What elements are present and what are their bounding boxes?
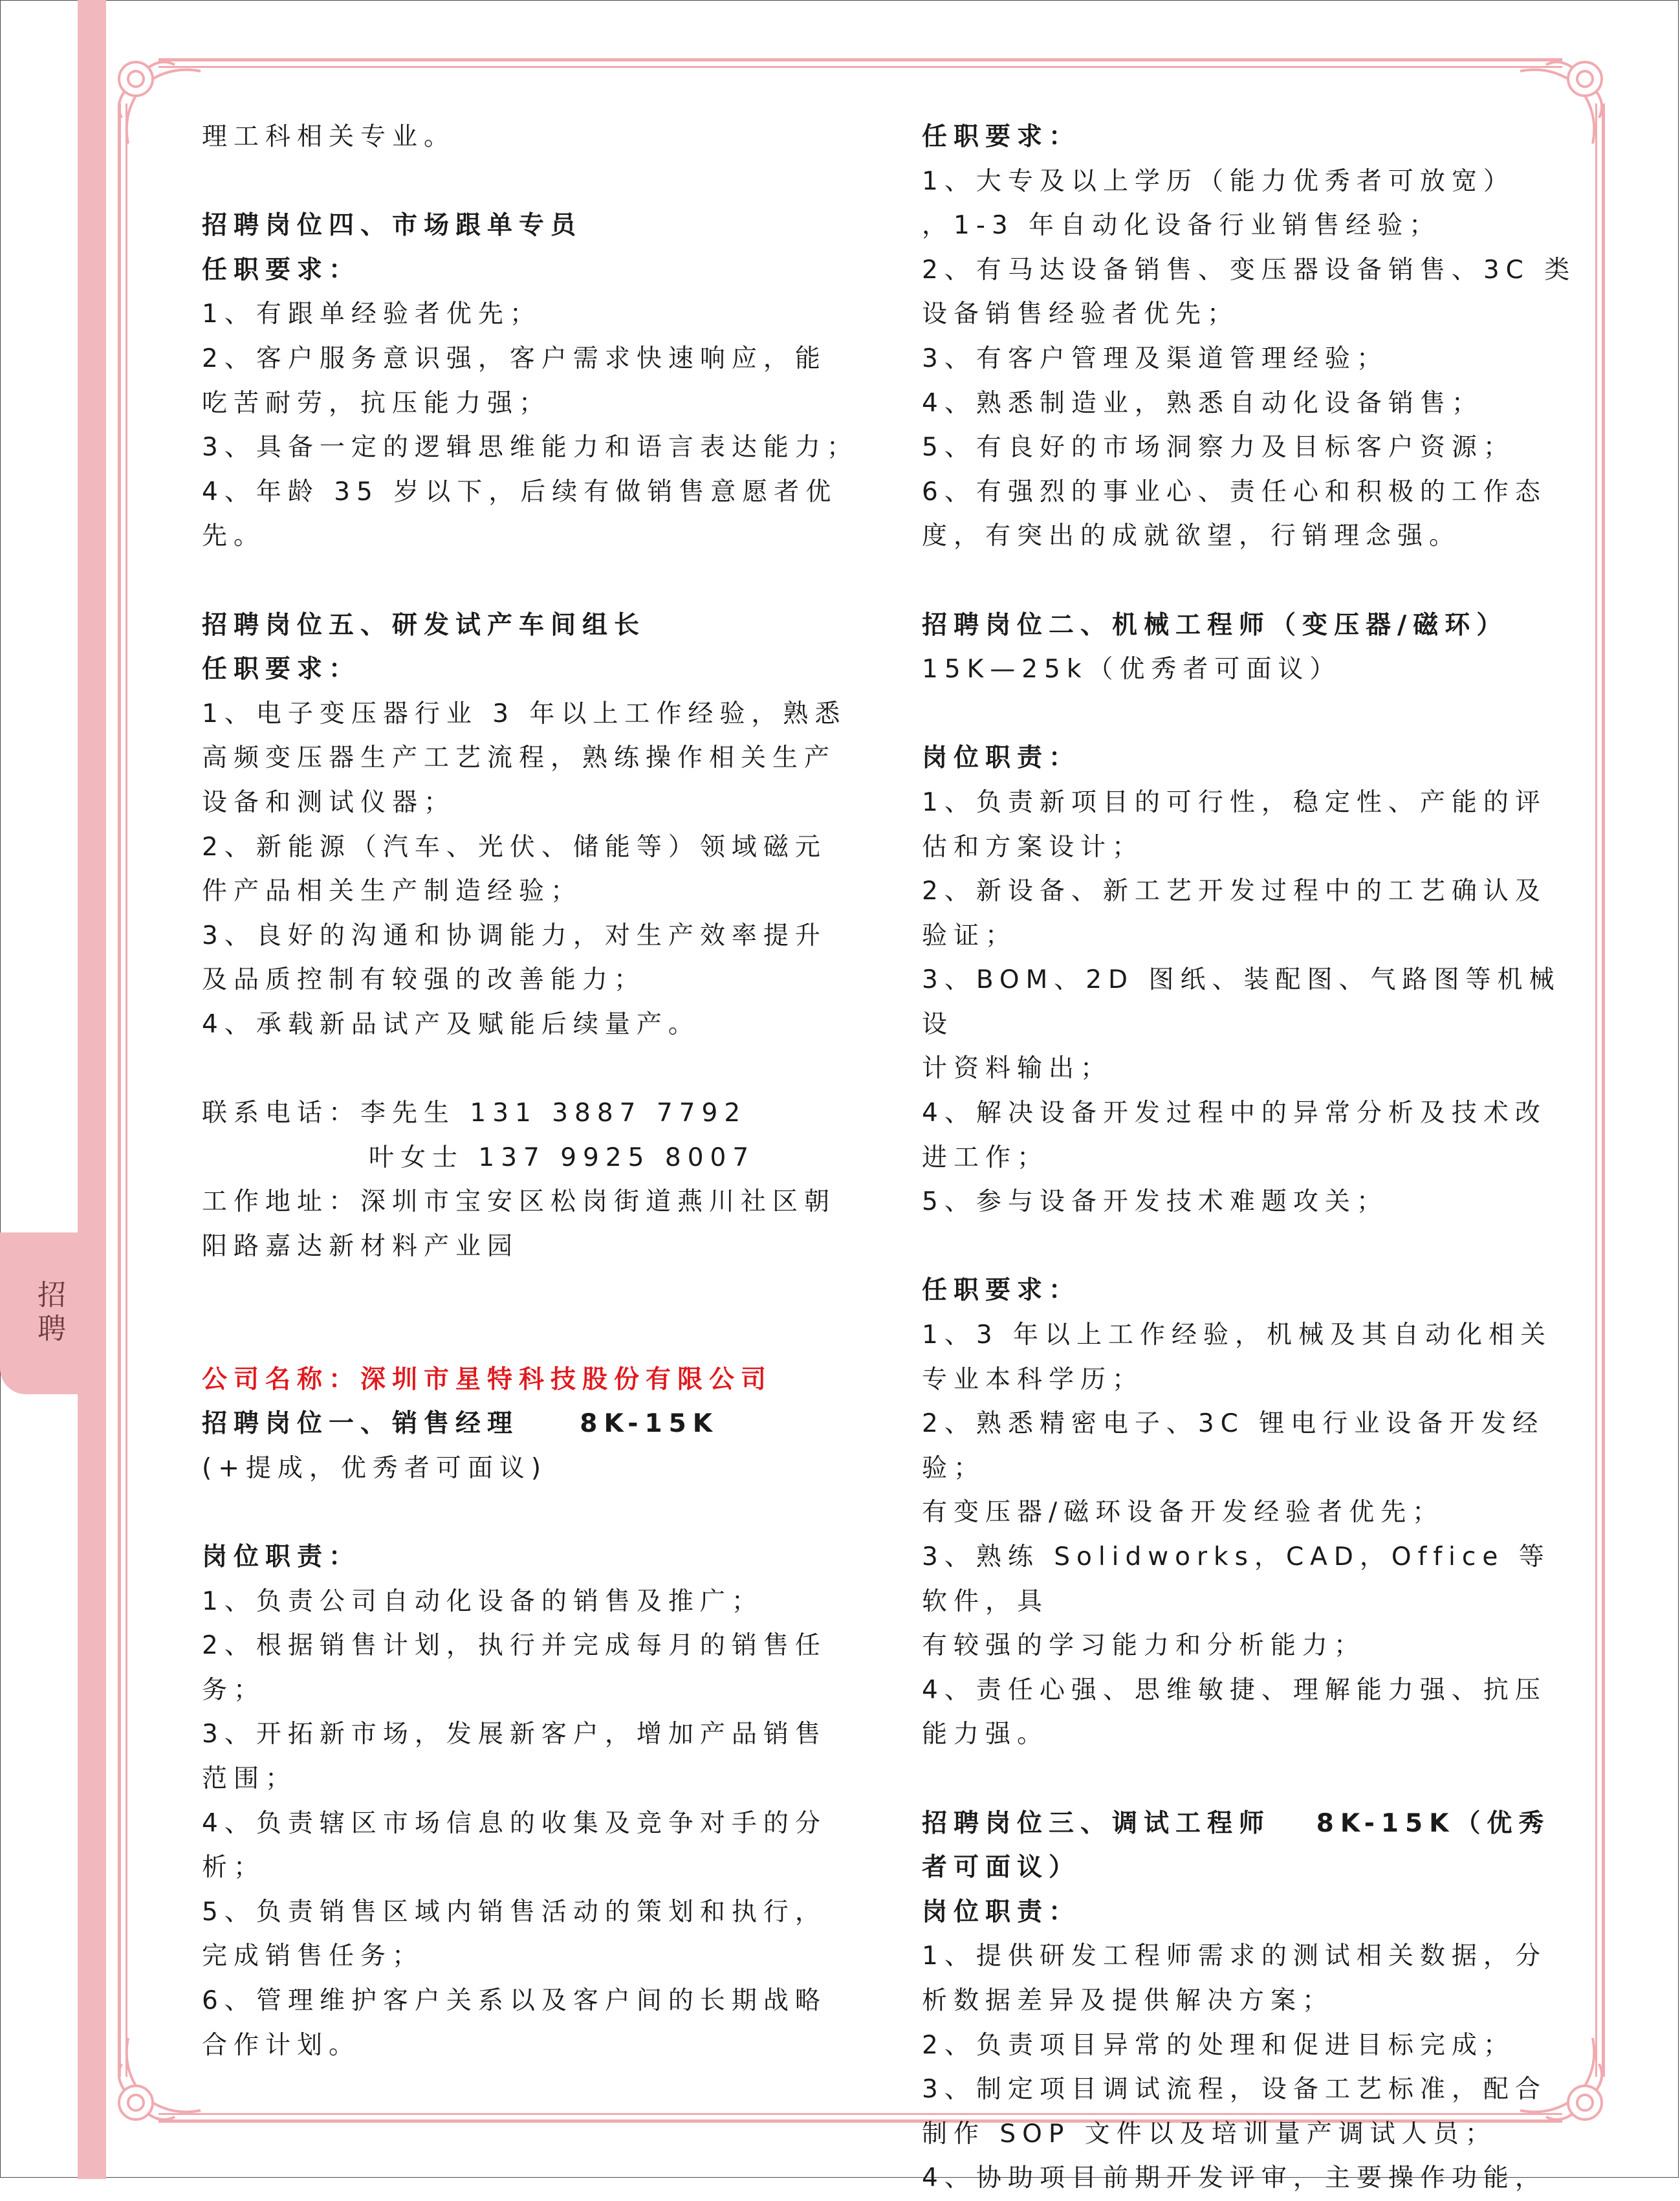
text-line: 1、电子变压器行业 3 年以上工作经验，熟悉 [202,699,847,728]
job-title: 招聘岗位二、机械工程师（变压器/磁环） [922,610,1509,640]
section-heading: 岗位职责： [922,1897,1081,1927]
text-line: 4、年龄 35 岁以下，后续有做销售意愿者优先。 [202,477,838,551]
text-line: 3、熟练 Solidworks，CAD，Office 等软件，具 [922,1542,1551,1616]
section-heading: 任职要求： [922,122,1081,151]
text-line: 4、协助项目前期开发评审，主要操作功能， [922,2163,1547,2193]
right-column [922,115,1582,2201]
text-line: 1、大专及以上学历（能力优秀者可放宽） [922,166,1515,196]
text-line: 1、负责公司自动化设备的销售及推广； [202,1586,763,1616]
text-line: 5、有良好的市场洞察力及目标客户资源； [922,433,1515,463]
text-line: 1、负责新项目的可行性，稳定性、产能的评 [922,787,1547,817]
text-line: 1、提供研发工程师需求的测试相关数据，分 [922,1942,1547,1971]
section-heading: 岗位职责： [202,1542,361,1571]
text-line: 计资料输出； [922,1054,1113,1084]
job-title-cont: 者可面议） [922,1853,1081,1883]
text-line: 有变压器/磁环设备开发经验者优先； [922,1498,1445,1528]
left-column [202,115,868,2068]
frame-top-inner [158,66,1562,68]
text-line: 度，有突出的成就欲望，行销理念强。 [922,521,1461,551]
text-line: 吃苦耐劳，抗压能力强； [202,388,551,418]
text-line: 能力强。 [922,1720,1049,1749]
text-line: 6、管理维护客户关系以及客户间的长期战略 [202,1986,827,2015]
text-line: 设备和测试仪器； [202,787,456,817]
text-line: 析数据差异及提供解决方案； [922,1986,1335,2015]
salary-note: (+提成，优秀者可面议) [202,1453,548,1483]
text-line: 高频变压器生产工艺流程，熟练操作相关生产 [202,743,836,773]
text-line: 2、负责项目异常的处理和促进目标完成； [922,2030,1515,2060]
frame-right-inner [1595,104,1597,2077]
frame-left-outer [118,104,121,2077]
text-line: 及品质控制有较强的改善能力； [202,965,646,995]
text-line: 4、责任心强、思维敏捷、理解能力强、抗压 [922,1675,1547,1705]
text-line: 3、制定项目调试流程，设备工艺标准，配合 [922,2075,1547,2105]
text-line: 3、良好的沟通和协调能力，对生产效率提升 [202,921,827,950]
job-title: 招聘岗位五、研发试产车间组长 [202,610,646,640]
contact-phone-2: 叶女士 137 9925 8007 [369,1143,756,1172]
job-title: 招聘岗位三、调试工程师 8K-15K（优秀 [922,1808,1551,1838]
company-name: 公司名称：深圳市星特科技股份有限公司 [202,1364,773,1394]
frame-left-inner [125,104,127,2077]
frame-right-outer [1602,104,1605,2077]
section-heading: 岗位职责： [922,743,1081,773]
text-line: 5、参与设备开发技术难题攻关； [922,1187,1388,1217]
text-line: 进工作； [922,1143,1049,1172]
text-line: 范围； [202,1764,298,1793]
section-heading: 任职要求： [202,655,361,684]
text-line: 有较强的学习能力和分析能力； [922,1631,1366,1661]
text-line: 件产品相关生产制造经验； [202,877,583,906]
text-line: 完成销售任务； [202,1942,424,1971]
text-line: 估和方案设计； [922,832,1144,862]
text-line: 4、解决设备开发过程中的异常分析及技术改 [922,1099,1547,1128]
job-title: 招聘岗位四、市场跟单专员 [202,211,583,241]
corner-ornament-icon [110,53,207,150]
text-line: ，1-3 年自动化设备行业销售经验； [922,211,1441,241]
text-line: 3、BOM、2D 图纸、装配图、气路图等机械设 [922,965,1561,1039]
text-line: 理工科相关专业。 [202,122,456,151]
text-line: 验证； [922,921,1018,950]
work-address: 工作地址：深圳市宝安区松岗街道燕川社区朝 [202,1187,836,1217]
section-heading: 任职要求： [202,255,361,285]
contact-phone: 联系电话：李先生 131 3887 7792 [202,1099,747,1128]
text-line: 2、根据销售计划，执行并完成每月的销售任 [202,1631,827,1661]
text-line: 2、新设备、新工艺开发过程中的工艺确认及 [922,877,1547,906]
section-tab [0,1232,97,1394]
text-line: 2、新能源（汽车、光伏、储能等）领域磁元 [202,832,827,862]
text-line: 6、有强烈的事业心、责任心和积极的工作态 [922,477,1547,507]
section-tab-label: 招聘 [32,1280,65,1347]
text-line: 4、负责辖区市场信息的收集及竞争对手的分 [202,1808,827,1838]
text-line: 务； [202,1675,266,1705]
text-line: 3、有客户管理及渠道管理经验； [922,344,1388,373]
text-line: 合作计划。 [202,2030,361,2060]
text-line: 制作 SOP 文件以及培训量产调试人员； [922,2119,1497,2149]
text-line: 3、具备一定的逻辑思维能力和语言表达能力； [202,433,858,463]
text-line: 5、负责销售区域内销售活动的策划和执行， [202,1897,827,1927]
text-line: 2、客户服务意识强，客户需求快速响应，能 [202,344,827,373]
left-color-bar [78,0,106,2179]
text-line: 1、有跟单经验者优先； [202,300,541,329]
work-address-cont: 阳路嘉达新材料产业园 [202,1231,519,1261]
text-line: 2、有马达设备销售、变压器设备销售、3C 类 [922,255,1576,285]
text-line: 设备销售经验者优先； [922,300,1239,329]
text-line: 1、3 年以上工作经验，机械及其自动化相关 [922,1320,1553,1350]
section-heading: 任职要求： [922,1276,1081,1306]
text-line: 专业本科学历； [922,1364,1144,1394]
text-line: 析； [202,1853,266,1883]
corner-ornament-icon [110,2031,207,2129]
text-line: 4、熟悉制造业，熟悉自动化设备销售； [922,388,1483,418]
text-line: 2、熟悉精密电子、3C 锂电行业设备开发经验； [922,1409,1545,1483]
text-line: 4、承载新品试产及赋能后续量产。 [202,1009,700,1039]
salary-note: 15K—25k（优秀者可面议） [922,655,1342,684]
frame-top-outer [158,58,1562,61]
text-line: 3、开拓新市场，发展新客户，增加产品销售 [202,1720,827,1749]
job-title: 招聘岗位一、销售经理 8K-15K [202,1409,719,1439]
